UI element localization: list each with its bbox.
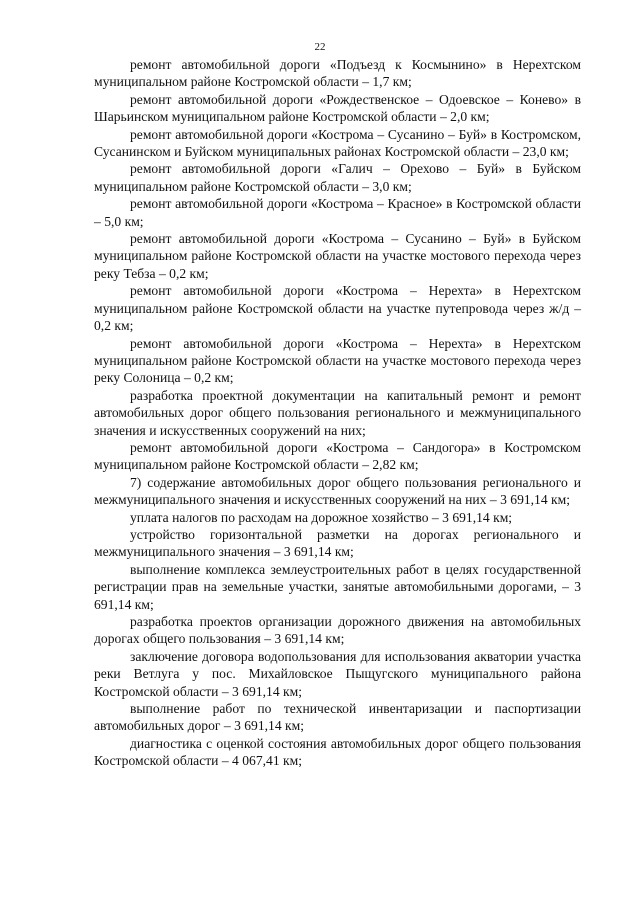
paragraph: 7) содержание автомобильных дорог общего пользования регионального и межмуниципального значения и искусственных сооружений на них – 3 691,14 км; [94,474,581,508]
paragraph: ремонт автомобильной дороги «Подъезд к Космынино» в Нерехтском муниципальном районе Костромской области – 1,7 км; [94,57,581,90]
paragraph: ремонт автомобильной дороги «Кострома – Сусанино – Буй» в Буйском муниципальном районе Костромской области на участке мостового перехода через реку Тебза – 0,2 км; [94,231,581,281]
paragraph: ремонт автомобильной дороги «Кострома – Сусанино – Буй» в Костромском, Сусанинском и Буйском муниципальных районах Костромской области – 23,0 км; [94,126,581,160]
paragraph: ремонт автомобильной дороги «Кострома – Нерехта» в Нерехтском муниципальном районе Костромской области на участке путепровода через ж/д – 0,2 км; [94,283,581,334]
paragraph: выполнение работ по технической инвентаризации и паспортизации автомобильных дорог – 3 691,14 км; [94,701,581,734]
paragraph: уплата налогов по расходам на дорожное хозяйство – 3 691,14 км; [130,509,513,525]
paragraph: ремонт автомобильной дороги «Кострома – Красное» в Костромской области – 5,0 км; [94,196,581,229]
document-body [94,56,581,770]
paragraph: выполнение комплекса землеустроительных работ в целях государственной регистрации прав на земельные участки, занятые автомобильными дорогами, – 3 691,14 км; [94,561,581,612]
paragraph: ремонт автомобильной дороги «Рождественское – Одоевское – Конево» в Шарьинском муниципальном районе Костромской области – 2,0 км; [94,91,581,125]
paragraph: устройство горизонтальной разметки на дорогах регионального и межмуниципального значения – 3 691,14 км; [94,526,581,560]
page-number: 22 [314,41,326,53]
paragraph: ремонт автомобильной дороги «Кострома – Нерехта» в Нерехтском муниципальном районе Костромской области на участке мостового перехода через реку Солоница – 0,2 км; [94,335,581,386]
paragraph: ремонт автомобильной дороги «Кострома – Сандогора» в Костромском муниципальном районе Костромской области – 2,82 км; [94,439,581,473]
paragraph: заключение договора водопользования для использования акватории участка реки Ветлуга у пос. Михайловское Пыщугского муниципального района Костромской области – 3 691,14 км; [94,648,581,699]
paragraph: разработка проектов организации дорожного движения на автомобильных дорогах общего пользования – 3 691,14 км; [94,614,581,647]
paragraph: ремонт автомобильной дороги «Галич – Орехово – Буй» в Буйском муниципальном районе Костромской области – 3,0 км; [94,161,581,194]
paragraph: диагностика с оценкой состояния автомобильных дорог общего пользования Костромской области – 4 067,41 км; [94,735,581,769]
paragraph: разработка проектной документации на капитальный ремонт и ремонт автомобильных дорог общего пользования регионального и межмуниципального значения и искусственных сооружений на них; [94,387,581,438]
